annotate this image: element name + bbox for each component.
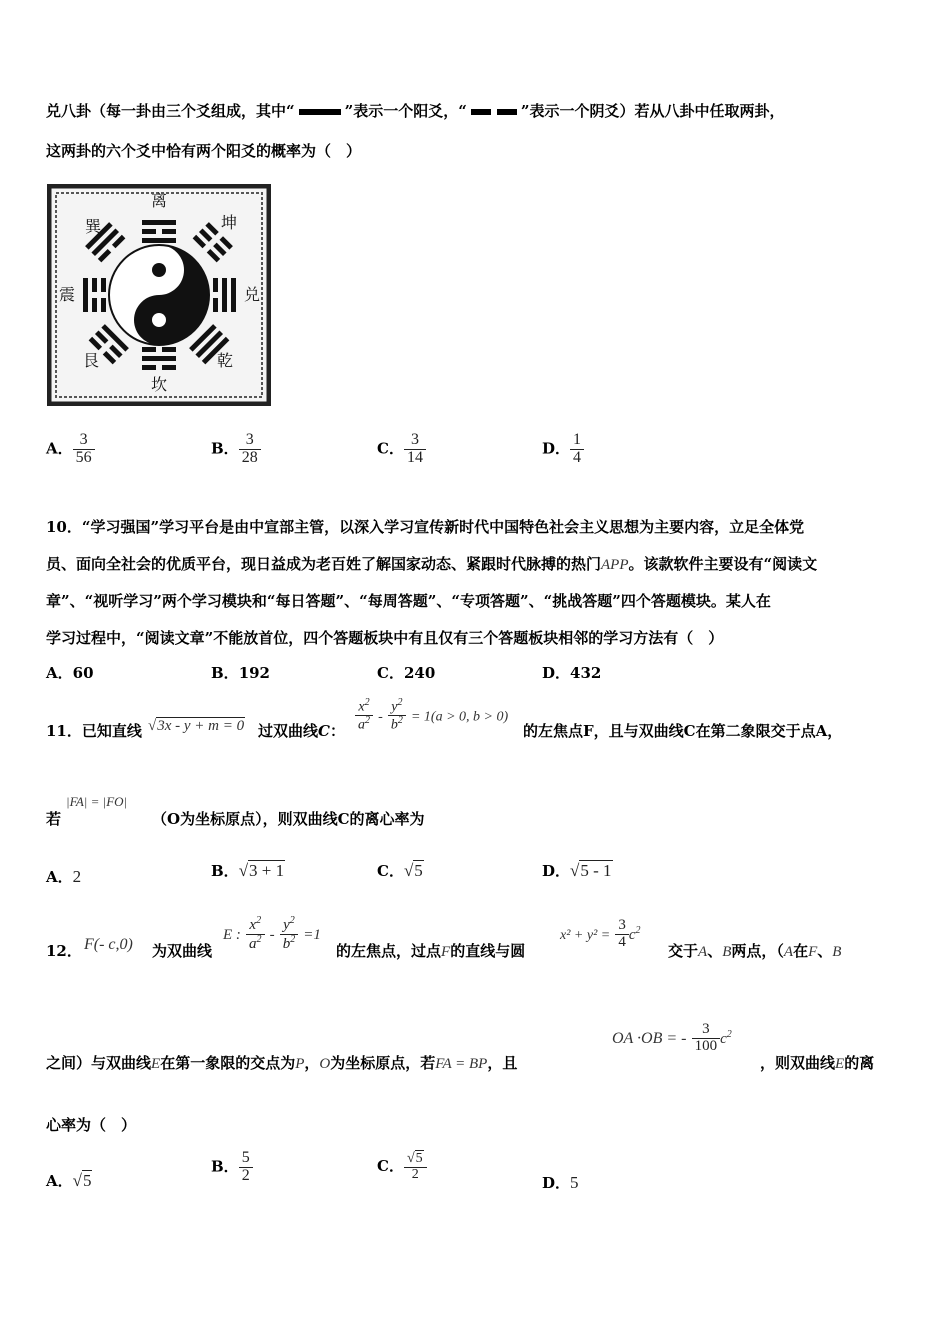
q11-option-a[interactable]: A．2	[46, 867, 82, 886]
trigram-label-bottom-right: 乾	[216, 351, 234, 370]
q11-hyperbola-equation: $\frac{x^2}{a^2}$ - $\frac{y^2}{b^2}$ = 1(a > 0, b > 0)	[355, 698, 508, 734]
q12-line2: 之间）与双曲线E在第一象限的交点为P，O为坐标原点，若FA = BP，且	[46, 1054, 518, 1072]
q9-option-b[interactable]: B． $\frac{3}{28}$	[211, 432, 261, 467]
q9-option-c[interactable]: C． $\frac{3}{14}$	[377, 432, 426, 467]
q11-mid-text: 过双曲线C：	[258, 722, 345, 740]
q10-line1: 10．“学习强国”学习平台是由中宣部主管，以深入学习宣传新时代中国特色社会主义思想为主要内容，立足全体党	[46, 518, 805, 536]
q11-line1-prefix: 11．已知直线	[46, 722, 142, 740]
q11-line2-prefix: 若	[46, 810, 62, 828]
q9-line1: 兑八卦（每一卦由三个爻组成，其中“ ”表示一个阳爻，“ ”表示一个阴爻）若从八卦中任取两卦，	[46, 102, 785, 120]
trigram-label-bottom: 坎	[150, 375, 168, 394]
q10-option-c[interactable]: C．240	[377, 664, 436, 682]
q12-focus: F(- c,0)	[84, 936, 133, 953]
q11-line-equation: √3x - y + m = 0	[148, 718, 245, 734]
q12-circle-equation: x² + y² = $\frac{3}{4}$ $c^2$	[560, 917, 641, 950]
q10-line3: 章”、“视听学习”两个学习模块和“每日答题”、“每周答题”、“专项答题”、“挑战答题”四个答题模块。某人在	[46, 592, 771, 610]
q12-text-1: 为双曲线	[152, 942, 213, 960]
q12-line2-end: ，则双曲线E的离	[760, 1054, 875, 1072]
q10-option-a[interactable]: A．60	[46, 664, 94, 682]
q10-line4: 学习过程中，“阅读文章”不能放首位，四个答题板块中有且仅有三个答题板块相邻的学习方法有（ ）	[46, 629, 724, 647]
yang-line-symbol	[299, 109, 341, 115]
trigram-label-top: 离	[150, 191, 168, 210]
q12-option-d[interactable]: D．5	[542, 1173, 579, 1192]
q12-text-3: 交于A、B两点，（A在F、B	[668, 942, 842, 960]
q10-option-d[interactable]: D．432	[542, 664, 602, 682]
q9-option-d[interactable]: D． $\frac{1}{4}$	[542, 432, 584, 467]
yin-yang-icon	[109, 245, 209, 345]
trigram-label-left: 震	[58, 285, 76, 304]
bagua-diagram	[47, 184, 271, 406]
trigram-label-top-left: 巽	[84, 217, 102, 236]
q12-hyperbola-equation: E : $\frac{x^2}{a^2}$ - $\frac{y^2}{b^2}$ =1	[223, 915, 321, 952]
q12-text-2: 的左焦点，过点F的直线与圆	[336, 942, 526, 960]
trigram-label-right: 兑	[243, 285, 261, 304]
q10-line2: 员、面向全社会的优质平台，现日益成为老百姓了解国家动态、紧跟时代脉搏的热门APP。该款软件主要设有“阅读文	[46, 555, 818, 573]
trigram-label-top-right: 坤	[220, 213, 238, 232]
trigram-label-bottom-left: 艮	[82, 351, 100, 370]
q12-option-b[interactable]: B． $\frac{5}{2}$	[211, 1150, 253, 1185]
q9-line2: 这两卦的六个爻中恰有两个阳爻的概率为（ ）	[46, 142, 362, 160]
q12-option-a[interactable]: A．√5	[46, 1171, 92, 1190]
q10-option-b[interactable]: B．192	[211, 664, 270, 682]
q11-option-b[interactable]: B．√3 + 1	[211, 861, 285, 880]
yin-line-symbol	[471, 109, 517, 115]
q9-option-a[interactable]: A． $\frac{3}{56}$	[46, 432, 95, 467]
q12-number: 12．	[46, 942, 82, 960]
q11-option-c[interactable]: C．√5	[377, 861, 423, 880]
q12-line3: 心率为（ ）	[46, 1116, 137, 1134]
q11-option-d[interactable]: D．√5 - 1	[542, 861, 612, 880]
q11-line2: （O为坐标原点），则双曲线C的离心率为	[152, 810, 425, 828]
q12-dot-product: OA ·OB = - $\frac{3}{100}$ $c^2$	[612, 1021, 732, 1054]
q11-condition: |FA| = |FO|	[66, 794, 128, 809]
q12-option-c[interactable]: C． $\frac{√5}{2}$	[377, 1152, 427, 1182]
q11-line1-suffix: 的左焦点F，且与双曲线C在第二象限交于点A，	[523, 722, 843, 740]
